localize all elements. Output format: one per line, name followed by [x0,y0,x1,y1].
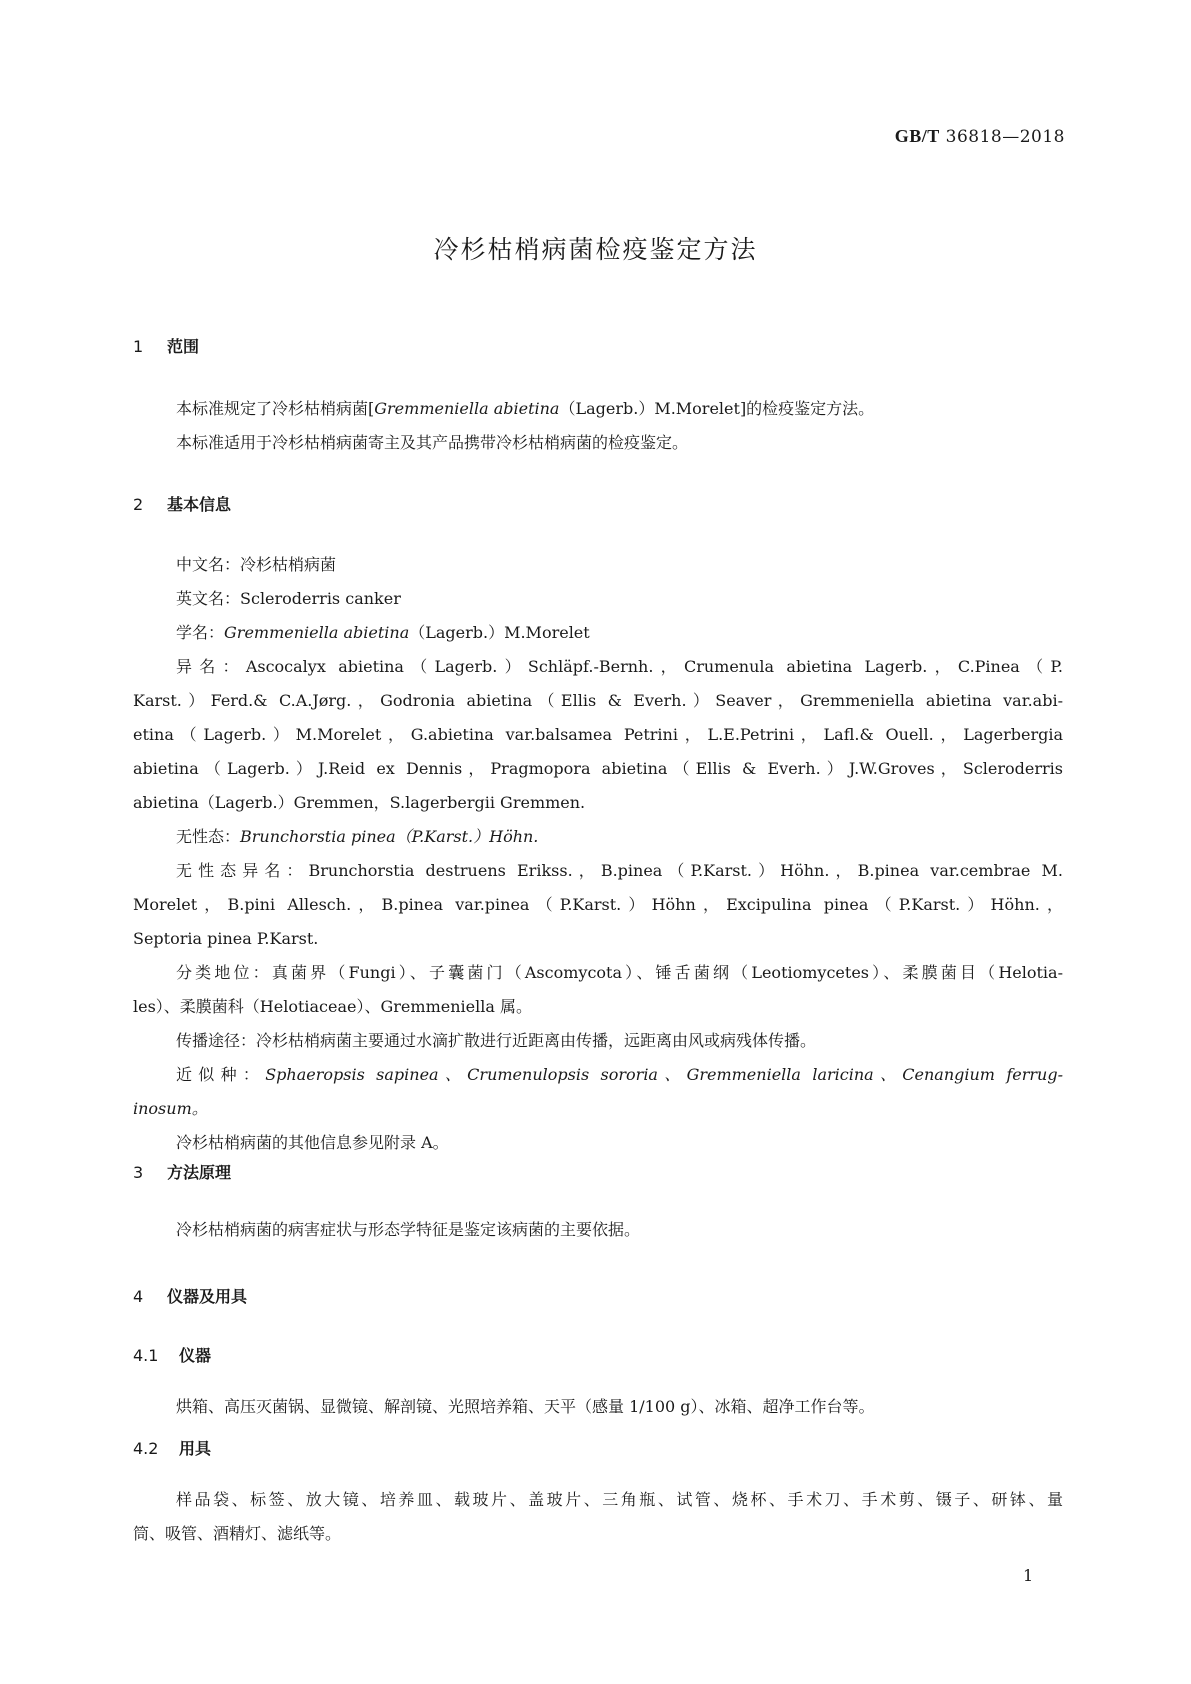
similar-species-line: inosum。 [133,1099,208,1118]
document-title: 冷杉枯梢病菌检疫鉴定方法 [433,235,758,264]
standard-prefix: GB/T [894,126,940,146]
section-title: 范围 [167,337,200,356]
section-number: 1 [133,337,144,356]
section-number: 4 [133,1287,144,1306]
section-4-2-body [133,1483,1063,1551]
scientific-name-line: 学名：Gremmeniella abietina（Lagerb.）M.Morelet [176,623,590,642]
section-heading-4 [133,1284,247,1307]
section-title: 基本信息 [167,495,232,514]
section-1-body [133,392,1063,460]
standard-number: 36818—2018 [945,127,1065,147]
anamorph-synonyms-line: 无性态异名：Brunchorstia destruens Erikss.，B.pinea（P.Karst.）Höhn.，B.pinea var.cembrae M. [176,861,1063,880]
paragraph: 本标准适用于冷杉枯梢病菌寄主及其产品携带冷杉枯梢病菌的检疫鉴定。 [176,433,689,452]
section-2-body [133,548,1063,1160]
subsection-number: 4.2 [133,1439,159,1458]
paragraph-line: 筒、吸管、酒精灯、滤纸等。 [133,1524,342,1543]
section-heading-1 [133,334,199,357]
section-number: 3 [133,1163,144,1182]
synonyms-line: abietina（Lagerb.）J.Reid ex Dennis，Pragmopora abietina（Ellis & Everh.）J.W.Groves，Scleroderris [133,759,1063,778]
paragraph: 本标准规定了冷杉枯梢病菌[Gremmeniella abietina（Lagerb.）M.Morelet]的检疫鉴定方法。 [176,399,875,418]
subsection-number: 4.1 [133,1346,159,1365]
section-heading-2 [133,492,231,515]
section-3-body [133,1213,1063,1247]
subsection-title: 仪器 [179,1346,212,1365]
chinese-name-line: 中文名：冷杉枯梢病菌 [176,555,337,574]
appendix-note: 冷杉枯梢病菌的其他信息参见附录 A。 [176,1133,449,1152]
section-number: 2 [133,495,144,514]
taxonomy-line: les）、柔膜菌科（Helotiaceae）、Gremmeniella 属。 [133,997,532,1016]
synonyms-line: abietina（Lagerb.）Gremmen，S.lagerbergii Gremmen. [133,793,586,812]
section-title: 仪器及用具 [167,1287,248,1306]
anamorph-synonyms-line: Septoria pinea P.Karst. [133,929,319,948]
scientific-name: Gremmeniella abietina [374,399,560,418]
section-4-1-body [133,1390,1063,1424]
subsection-heading-4-2 [133,1436,211,1459]
synonyms-line: Karst.）Ferd.& C.A.Jørg.，Godronia abietina（Ellis & Everh.）Seaver，Gremmeniella abietina var.abi- [133,691,1063,710]
section-title: 方法原理 [167,1163,232,1182]
anamorph-synonyms-line: Morelet，B.pini Allesch.，B.pinea var.pinea（P.Karst.）Höhn，Excipulina pinea（P.Karst.）Höhn.， [133,895,1063,914]
section-heading-3 [133,1160,231,1183]
subsection-heading-4-1 [133,1343,211,1366]
anamorph-line: 无性态：Brunchorstia pinea（P.Karst.）Höhn. [176,827,539,846]
english-name-line: 英文名：Scleroderris canker [176,589,401,608]
taxonomy-line: 分类地位：真菌界（Fungi）、子囊菌门（Ascomycota）、锤舌菌纲（Leotiomycetes）、柔膜菌目（Helotia- [176,963,1063,982]
similar-species-line: 近似种：Sphaeropsis sapinea、Crumenulopsis sororia、Gremmeniella laricina、Cenangium ferrug- [176,1065,1063,1084]
paragraph: 烘箱、高压灭菌锅、显微镜、解剖镜、光照培养箱、天平（感量 1/100 g）、冰箱、超净工作台等。 [176,1397,875,1416]
standard-code [895,126,1065,147]
paragraph-line: 样品袋、标签、放大镜、培养皿、载玻片、盖玻片、三角瓶、试管、烧杯、手术刀、手术剪、镊子、研钵、量 [176,1490,1063,1509]
synonyms-line: etina（Lagerb.）M.Morelet，G.abietina var.balsamea Petrini，L.E.Petrini，Lafl.& Ouell.，Lagerbergia [133,725,1063,744]
transmission-line: 传播途径：冷杉枯梢病菌主要通过水滴扩散进行近距离由传播，远距离由风或病残体传播。 [176,1031,817,1050]
synonyms-line: 异名：Ascocalyx abietina（Lagerb.）Schläpf.-Bernh.，Crumenula abietina Lagerb.，C.Pinea（P. [176,657,1063,676]
subsection-title: 用具 [179,1439,212,1458]
paragraph: 冷杉枯梢病菌的病害症状与形态学特征是鉴定该病菌的主要依据。 [176,1220,641,1239]
page-number: 1 [1023,1566,1034,1585]
